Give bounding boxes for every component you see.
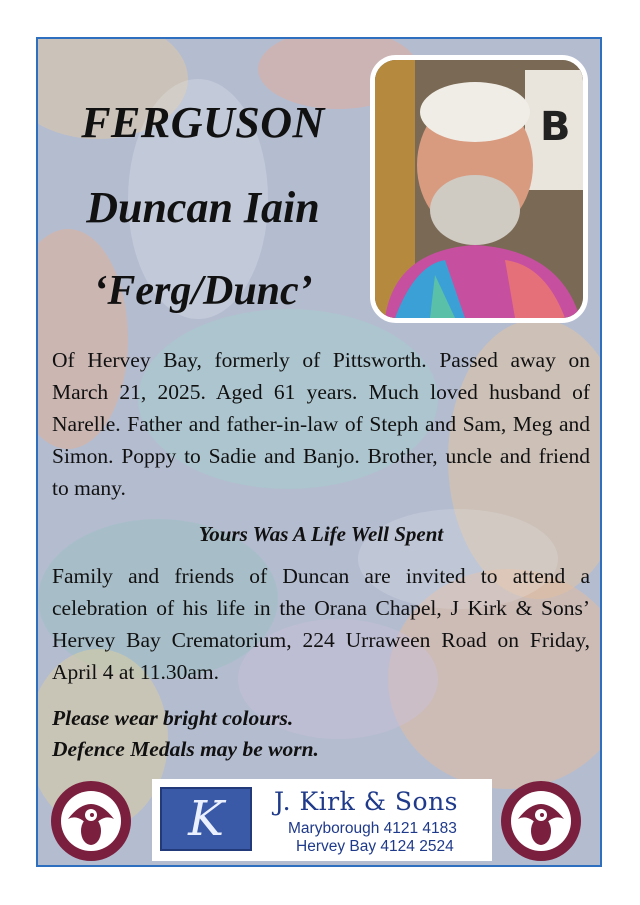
obituary-paragraph: Of Hervey Bay, formerly of Pittsworth. Passed away on March 21, 2025. Aged 61 years. Much loved husband of Narelle. Father and father-in-law of Steph and Sam, Meg and Simon. Poppy to Sadie and Banjo. Brother, uncle and friend to many.: [52, 348, 590, 500]
phone-maryborough: Maryborough 4121 4183: [288, 820, 457, 837]
nickname-heading: ‘Ferg/Dunc’: [93, 268, 313, 314]
motto-line: Yours Was A Life Well Spent: [198, 522, 444, 546]
given-names-heading: Duncan Iain: [86, 183, 320, 232]
portrait-illustration: [375, 60, 583, 318]
surname-heading: FERGUSON: [81, 98, 325, 147]
funeral-director-name: J. Kirk & Sons: [274, 787, 459, 816]
funeral-details-paragraph: Family and friends of Duncan are invited to attend a celebration of his life in the Orana Chapel, J Kirk & Sons’ Hervey Bay Crematorium, 224 Urraween Road on Friday, April 4 at 11.30am.: [52, 564, 590, 684]
kirk-logo-letter: K: [188, 791, 224, 847]
portrait-photo: [370, 55, 588, 323]
sea-eagles-crest-right: [498, 779, 584, 863]
phone-hervey-bay: Hervey Bay 4124 2524: [296, 838, 454, 855]
medals-note: Defence Medals may be worn.: [52, 737, 319, 761]
sea-eagles-crest-left: [48, 779, 134, 863]
kirk-logo: [160, 787, 252, 851]
svg-text:B: B: [540, 104, 571, 150]
dress-note: Please wear bright colours.: [52, 706, 294, 730]
notice-frame: [36, 37, 602, 867]
funeral-director-advert: [152, 779, 492, 861]
